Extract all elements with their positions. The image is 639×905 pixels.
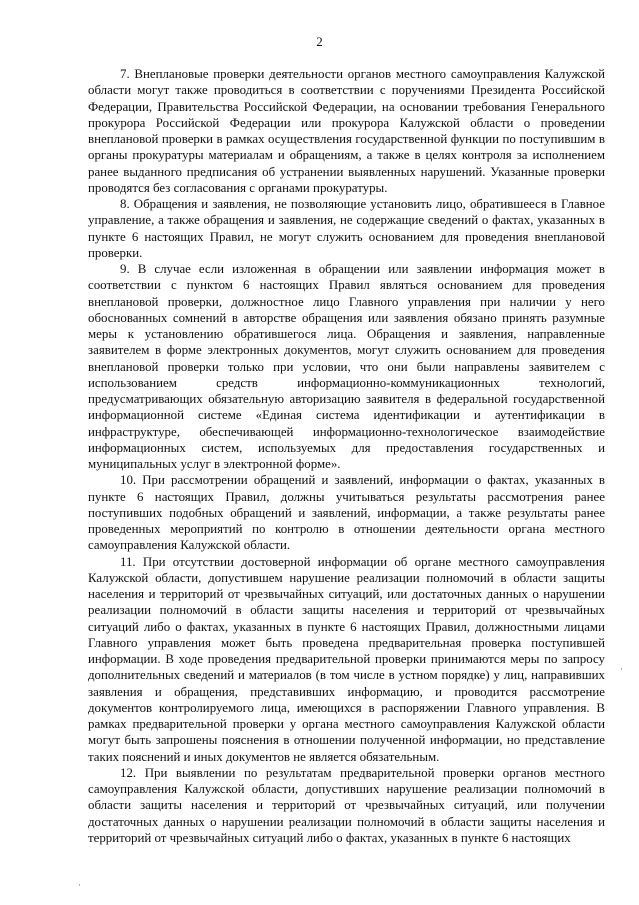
page-number: 2 — [316, 34, 323, 49]
paragraph-12: 12. При выявлении по результатам предварительной проверки органов местного самоуправления Калужской области, допустивших нарушение реализации полномочий в области защиты населения и территорий от чрезвычайных ситуаций, или получении достаточных данных о нарушении реализации полномочий в области защиты населения и территорий от чрезвычайных ситуаций либо о фактах, указанных в пункте 6 настоящих — [88, 765, 605, 845]
paragraph-11: 11. При отсутствии достоверной информации об органе местного самоуправления Калужской области, допустившем нарушение реализации полномочий в области защиты населения и территорий от чрезвычайных ситуаций, или достаточных данных о нарушении реализации полномочий в области защиты населения и территорий от чрезвычайных ситуаций либо о фактах, указанных в пункте 6 настоящих Правил, должностными лицами Главного управления может быть проведена предварительная проверка поступившей информации. В ходе проведения предварительной проверки принимаются меры по запросу дополнительных сведений и материалов (в том числе в устном порядке) у лиц, направивших заявления и обращения, представивших информацию, и проводится рассмотрение документов контролируемого лица, имеющихся в распоряжении Главного управления. В рамках предварительной проверки у органа местного самоуправления Калужской области могут быть запрошены пояснения в отношении полученной информации, но представление таких пояснений и иных документов не является обязательным. — [88, 554, 605, 764]
paragraph-8: 8. Обращения и заявления, не позволяющие установить лицо, обратившееся в Главное управление, а также обращения и заявления, не содержащие сведений о фактах, указанных в пункте 6 настоящих Правил, не могут служить основанием для проведения внеплановой проверки. — [88, 197, 605, 260]
paragraph-10: 10. При рассмотрении обращений и заявлений, информации о фактах, указанных в пункте 6 настоящих Правил, должны учитываться результаты рассмотрения ранее поступивших подобных обращений и заявлений, информации, а также результаты ранее проведенных мероприятий по контролю в отношении деятельности органа местного самоуправления Калужской области. — [88, 473, 605, 553]
paragraph-7: 7. Внеплановые проверки деятельности органов местного самоуправления Калужской области могут также проводиться в соответствии с поручениями Президента Российской Федерации, Правительства Российской Федерации, на основании требования Генерального прокурора Российской Федерации или прокурора Калужской области о проведении внеплановой проверки в рамках осуществления государственной функции по поступившим в органы прокуратуры материалам и обращениям, а также в целях контроля за исполнением ранее выданного предписания об устранении выявленных нарушений. Указанные проверки проводятся без согласования с органами прокуратуры. — [88, 67, 605, 195]
scan-speck: · — [78, 880, 81, 890]
paragraph-9: 9. В случае если изложенная в обращении или заявлении информация может в соответствии с пунктом 6 настоящих Правил являться основанием для проведения внеплановой проверки, должностное лицо Главного управления при наличии у него обоснованных сомнений в авторстве обращения или заявления обязано принять разумные меры к установлению обратившегося лица. Обращения и заявления, направленные заявителем в форме электронных документов, могут служить основанием для проведения внеплановой проверки только при условии, что они были направлены заявителем с использованием средств информационно-коммуникационных технологий, предусматривающих обязательную авторизацию заявителя в федеральной государственной информационной системе «Единая система идентификации и аутентификации в инфраструктуре, обеспечивающей информационно-технологическое взаимодействие информационных систем, используемых для предоставления государственных и муниципальных услуг в электронной форме». — [88, 262, 605, 471]
scan-speck: · — [620, 664, 623, 674]
document-body — [88, 66, 605, 846]
